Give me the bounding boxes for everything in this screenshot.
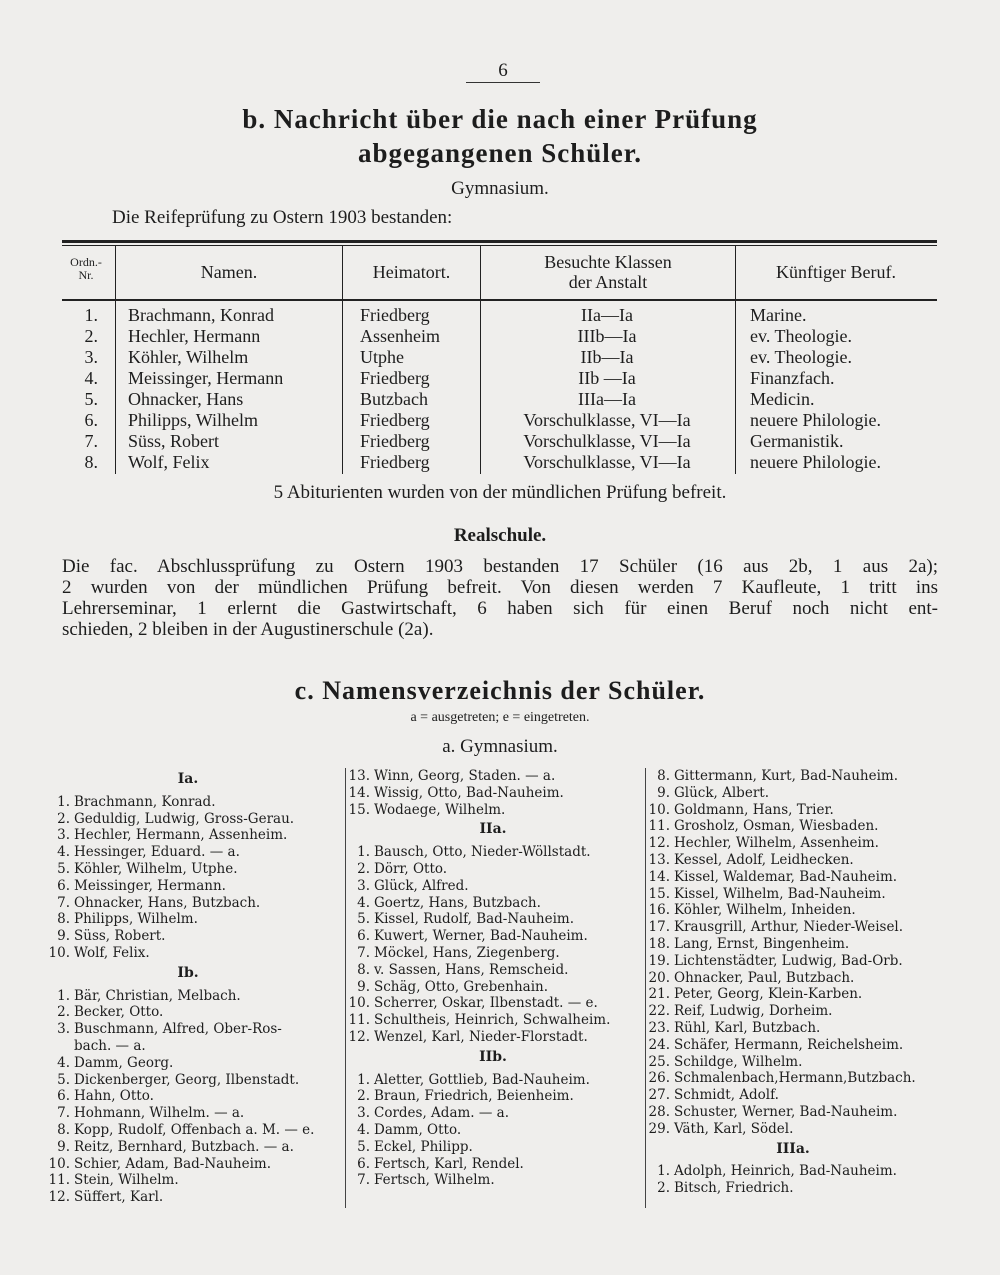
row-klassen: IIb—Ia: [580, 347, 634, 367]
row-nr: 1.: [84, 305, 98, 325]
class-heading: IIb.: [479, 1048, 507, 1065]
row-klassen: Vorschulklasse, VI—Ia: [523, 410, 691, 430]
student-name: Geduldig, Ludwig, Gross-Gerau.: [74, 810, 295, 827]
student-name: Bausch, Otto, Nieder-Wöllstadt.: [374, 844, 591, 861]
row-ort: Friedberg: [360, 410, 430, 430]
student-name: Cordes, Adam. — a.: [374, 1105, 510, 1122]
table-row: [0, 389, 1000, 410]
student-name: Ohnacker, Hans, Butzbach.: [74, 894, 261, 911]
student-number: 13.: [348, 768, 370, 784]
row-beruf: neuere Philologie.: [750, 452, 881, 472]
table-header-klassen-line2: der Anstalt: [568, 272, 648, 292]
student-number: 11.: [348, 1012, 370, 1029]
student-name: Adolph, Heinrich, Bad-Nauheim.: [674, 1163, 897, 1180]
student-name: Bär, Christian, Melbach.: [74, 987, 241, 1004]
student-name: Kopp, Rudolf, Offenbach a. M. — e.: [74, 1122, 315, 1138]
student-name: Köhler, Wilhelm, Utphe.: [74, 861, 238, 877]
student-number: 26.: [648, 1070, 670, 1087]
student-name: Dörr, Otto.: [374, 861, 448, 877]
row-nr: 2.: [84, 326, 98, 346]
row-beruf: Medicin.: [750, 389, 815, 409]
class-heading: IIa.: [479, 821, 507, 838]
row-name: Philipps, Wilhelm: [128, 410, 258, 430]
student-number: 3.: [57, 1021, 70, 1038]
row-name: Wolf, Felix: [128, 452, 210, 472]
table-row: [0, 347, 1000, 368]
student-name: Hechler, Hermann, Assenheim.: [74, 827, 288, 844]
table-row: [0, 305, 1000, 326]
student-name: Glück, Albert.: [674, 784, 769, 801]
table-header-beruf: Künftiger Beruf.: [776, 262, 896, 282]
student-name: Buschmann, Alfred, Ober-Ros-: [74, 1021, 282, 1038]
table-row: [0, 431, 1000, 452]
student-name: Damm, Otto.: [374, 1122, 462, 1138]
student-number: 3.: [357, 1105, 370, 1122]
table-row: [0, 326, 1000, 347]
row-nr: 5.: [84, 389, 98, 409]
student-name: Bitsch, Friedrich.: [674, 1180, 794, 1197]
student-number: 27.: [648, 1087, 670, 1104]
row-name: Brachmann, Konrad: [128, 305, 274, 325]
row-beruf: ev. Theologie.: [750, 326, 852, 346]
student-number: 4.: [357, 894, 370, 911]
student-number: 2.: [57, 1004, 70, 1021]
section-b-title-line1: b. Nachricht über die nach einer Prüfung: [242, 104, 758, 134]
student-name: Peter, Georg, Klein-Karben.: [674, 986, 863, 1003]
student-number: 11.: [648, 818, 670, 835]
student-name: Glück, Alfred.: [374, 877, 469, 894]
realschule-line: Lehrerseminar, 1 erlernt die Gastwirtschaft, 6 haben sich für einen Beruf noch nicht ent-: [62, 598, 938, 619]
student-name: Köhler, Wilhelm, Inheiden.: [674, 902, 856, 919]
student-name: Schultheis, Heinrich, Schwalheim.: [374, 1012, 611, 1029]
row-ort: Friedberg: [360, 431, 430, 451]
student-name: Schier, Adam, Bad-Nauheim.: [74, 1155, 272, 1172]
student-number: 3.: [357, 877, 370, 894]
student-name: Süffert, Karl.: [74, 1189, 164, 1206]
student-number: 9.: [657, 784, 670, 801]
student-name: Kissel, Waldemar, Bad-Nauheim.: [674, 868, 898, 885]
student-number: 6.: [57, 877, 70, 894]
student-number: 10.: [648, 801, 670, 818]
student-name: Becker, Otto.: [74, 1004, 164, 1021]
student-name: Hahn, Otto.: [74, 1088, 154, 1105]
student-number: 1.: [357, 844, 370, 861]
reife-intro: Die Reifeprüfung zu Ostern 1903 bestanden:: [112, 207, 453, 228]
row-name: Süss, Robert: [128, 431, 220, 451]
class-heading: Ia.: [177, 771, 199, 787]
student-name: Wolf, Felix.: [74, 945, 150, 961]
student-name: Ohnacker, Paul, Butzbach.: [674, 969, 855, 986]
student-number: 28.: [648, 1104, 670, 1120]
row-klassen: Vorschulklasse, VI—Ia: [523, 452, 691, 472]
column-rule: [345, 768, 346, 1208]
table-top-rule-thin: [62, 245, 937, 246]
student-name: Goertz, Hans, Butzbach.: [374, 894, 541, 911]
student-number: 1.: [57, 793, 70, 810]
row-klassen: IIb —Ia: [578, 368, 636, 388]
student-name: Lichtenstädter, Ludwig, Bad-Orb.: [674, 952, 903, 969]
student-name: Schmalenbach,Hermann,Butzbach.: [674, 1070, 916, 1087]
student-number: 10.: [348, 995, 370, 1012]
student-number: 4.: [57, 844, 70, 861]
student-name: Rühl, Karl, Butzbach.: [674, 1020, 821, 1036]
page-number: 6: [498, 60, 508, 81]
table-header-klassen: [481, 252, 735, 292]
student-number: 2.: [357, 1088, 370, 1105]
row-klassen: IIIa—Ia: [578, 389, 636, 409]
student-name: Schmidt, Adolf.: [674, 1087, 779, 1104]
class-heading: IIIa.: [776, 1140, 810, 1157]
student-name: Winn, Georg, Staden. — a.: [374, 768, 556, 784]
row-ort: Friedberg: [360, 368, 430, 388]
student-name: Stein, Wilhelm.: [74, 1172, 179, 1189]
student-name: Aletter, Gottlieb, Bad-Nauheim.: [374, 1071, 590, 1088]
student-number: 12.: [348, 1029, 370, 1045]
row-nr: 6.: [84, 410, 98, 430]
student-name: Schäg, Otto, Grebenhain.: [374, 978, 549, 995]
student-name: Schildge, Wilhelm.: [674, 1053, 803, 1070]
student-name: Goldmann, Hans, Trier.: [674, 801, 834, 818]
student-number: 2.: [657, 1180, 670, 1197]
row-beruf: neuere Philologie.: [750, 410, 881, 430]
row-beruf: Germanistik.: [750, 431, 844, 451]
table-header-nr-line1: Ordn.-: [70, 255, 102, 269]
befreit-note: 5 Abiturienten wurden von der mündlichen Prüfung befreit.: [273, 482, 727, 503]
student-name: Wissig, Otto, Bad-Nauheim.: [374, 784, 564, 801]
row-klassen: IIIb—Ia: [577, 326, 637, 346]
student-number: 6.: [357, 1155, 370, 1172]
student-name: Schuster, Werner, Bad-Nauheim.: [674, 1104, 898, 1120]
student-name: Väth, Karl, Södel.: [674, 1120, 794, 1137]
student-number: 22.: [648, 1003, 670, 1020]
table-header-name: Namen.: [200, 262, 258, 282]
row-beruf: Marine.: [750, 305, 807, 325]
student-number: 14.: [648, 868, 670, 885]
row-name: Köhler, Wilhelm: [128, 347, 249, 367]
student-number: 7.: [57, 1105, 70, 1122]
student-name: Lang, Ernst, Bingenheim.: [674, 936, 850, 952]
student-number: 25.: [648, 1053, 670, 1070]
row-klassen: Vorschulklasse, VI—Ia: [523, 431, 691, 451]
student-number: 2.: [357, 861, 370, 877]
student-name: Kissel, Rudolf, Bad-Nauheim.: [374, 911, 575, 928]
student-name: Fertsch, Wilhelm.: [374, 1172, 495, 1189]
row-name: Ohnacker, Hans: [128, 389, 244, 409]
student-number: 1.: [57, 987, 70, 1004]
student-number: 1.: [657, 1163, 670, 1180]
section-c-title: c. Namensverzeichnis der Schüler.: [294, 676, 706, 705]
class-heading: Ib.: [177, 964, 199, 981]
student-number: 8.: [57, 1122, 70, 1138]
student-name: Dickenberger, Georg, Ilbenstadt.: [74, 1071, 300, 1088]
student-number: 7.: [57, 894, 70, 911]
row-beruf: ev. Theologie.: [750, 347, 852, 367]
student-number: 1.: [357, 1071, 370, 1088]
student-number: 15.: [648, 885, 670, 902]
student-number: 7.: [357, 945, 370, 961]
student-number: 13.: [648, 852, 670, 868]
student-name: Scherrer, Oskar, Ilbenstadt. — e.: [374, 995, 598, 1012]
realschule-paragraph: [62, 556, 938, 640]
student-name: Reif, Ludwig, Dorheim.: [674, 1003, 833, 1020]
student-name: Möckel, Hans, Ziegenberg.: [374, 945, 560, 961]
student-number: 2.: [57, 810, 70, 827]
table-top-rule: [62, 240, 937, 243]
student-name: Reitz, Bernhard, Butzbach. — a.: [74, 1138, 294, 1155]
table-header-nr-line2: Nr.: [78, 268, 94, 282]
realschule-line: schieden, 2 bleiben in der Augustinerschule (2a).: [62, 619, 434, 640]
student-number: 18.: [648, 936, 670, 952]
row-nr: 4.: [84, 368, 98, 388]
row-ort: Utphe: [360, 347, 404, 367]
student-number: 4.: [57, 1054, 70, 1071]
student-number: 9.: [57, 1138, 70, 1155]
student-number: 10.: [48, 1155, 70, 1172]
student-name: Hohmann, Wilhelm. — a.: [74, 1105, 245, 1122]
realschule-line: Die fac. Abschlussprüfung zu Ostern 1903 bestanden 17 Schüler (16 aus 2b, 1 aus 2a);: [62, 556, 938, 577]
student-number: 11.: [48, 1172, 70, 1189]
student-number: 4.: [357, 1122, 370, 1138]
student-number: 12.: [648, 835, 670, 852]
student-name: Fertsch, Karl, Rendel.: [374, 1155, 524, 1172]
student-name: Hechler, Wilhelm, Assenheim.: [674, 835, 879, 852]
student-number: 15.: [348, 801, 370, 818]
student-number: 14.: [348, 784, 370, 801]
student-name: Eckel, Philipp.: [374, 1138, 473, 1155]
student-number: 5.: [57, 1071, 70, 1088]
gymnasium-subheading: a. Gymnasium.: [442, 736, 558, 757]
student-number: 24.: [648, 1036, 670, 1053]
student-name: Hessinger, Eduard. — a.: [74, 844, 240, 861]
row-name: Meissinger, Hermann: [128, 368, 284, 388]
page-number-rule: [466, 82, 540, 83]
student-number: 9.: [357, 978, 370, 995]
table-header-klassen-line1: Besuchte Klassen: [544, 252, 672, 272]
realschule-line: 2 wurden von der mündlichen Prüfung befreit. Von diesen werden 7 Kaufleute, 1 tritt ins: [62, 577, 938, 598]
student-name: Damm, Georg.: [74, 1054, 174, 1071]
student-name: Grosholz, Osman, Wiesbaden.: [674, 818, 879, 835]
student-number: 5.: [357, 1138, 370, 1155]
student-number: 8.: [357, 961, 370, 978]
student-number: 8.: [57, 911, 70, 928]
section-b-title-line2: abgegangenen Schüler.: [357, 138, 643, 168]
student-number: 5.: [57, 861, 70, 877]
realschule-heading: Realschule.: [453, 525, 547, 546]
student-name: Kuwert, Werner, Bad-Nauheim.: [374, 928, 588, 945]
student-name: Wenzel, Karl, Nieder-Florstadt.: [374, 1029, 588, 1045]
row-ort: Butzbach: [360, 389, 428, 409]
student-name: Süss, Robert.: [74, 928, 166, 945]
student-name: Gittermann, Kurt, Bad-Nauheim.: [674, 768, 898, 784]
column-rule: [645, 768, 646, 1208]
student-number: 6.: [357, 928, 370, 945]
legend: a = ausgetreten; e = eingetreten.: [410, 710, 590, 725]
student-name: Philipps, Wilhelm.: [74, 911, 198, 928]
row-nr: 7.: [84, 431, 98, 451]
student-number: 10.: [48, 945, 70, 961]
student-number: 16.: [648, 902, 670, 919]
student-name: Meissinger, Hermann.: [74, 877, 226, 894]
student-number: 3.: [57, 827, 70, 844]
row-beruf: Finanzfach.: [750, 368, 835, 388]
student-name: Krausgrill, Arthur, Nieder-Weisel.: [674, 919, 904, 936]
gymnasium-heading: Gymnasium.: [451, 178, 549, 199]
table-header-rule: [62, 299, 937, 301]
student-number: 5.: [357, 911, 370, 928]
row-name: Hechler, Hermann: [128, 326, 261, 346]
student-name: Kissel, Wilhelm, Bad-Nauheim.: [674, 885, 886, 902]
student-number: 21.: [648, 986, 670, 1003]
student-number: 23.: [648, 1020, 670, 1036]
row-ort: Friedberg: [360, 452, 430, 472]
table-row: [0, 452, 1000, 473]
student-number: 8.: [657, 768, 670, 784]
student-number: 29.: [648, 1120, 670, 1137]
row-ort: Friedberg: [360, 305, 430, 325]
row-nr: 8.: [84, 452, 98, 472]
student-name: v. Sassen, Hans, Remscheid.: [374, 961, 569, 978]
student-number: 19.: [648, 952, 670, 969]
student-name: Braun, Friedrich, Beienheim.: [374, 1088, 574, 1105]
row-klassen: IIa—Ia: [581, 305, 633, 325]
row-ort: Assenheim: [360, 326, 440, 346]
row-nr: 3.: [84, 347, 98, 367]
student-number: 9.: [57, 928, 70, 945]
student-name: Kessel, Adolf, Leidhecken.: [674, 852, 854, 868]
student-number: 7.: [357, 1172, 370, 1189]
student-number: 12.: [48, 1189, 70, 1206]
table-row: [0, 410, 1000, 431]
student-name: Schäfer, Hermann, Reichelsheim.: [674, 1036, 904, 1053]
student-number: 17.: [648, 919, 670, 936]
table-header-ort: Heimatort.: [372, 262, 451, 282]
student-name: Wodaege, Wilhelm.: [374, 801, 506, 818]
table-row: [0, 368, 1000, 389]
table-header-nr: [60, 256, 112, 282]
student-name: Brachmann, Konrad.: [74, 793, 216, 810]
student-name: bach. — a.: [74, 1038, 146, 1054]
student-number: 20.: [648, 969, 670, 986]
student-number: 6.: [57, 1088, 70, 1105]
